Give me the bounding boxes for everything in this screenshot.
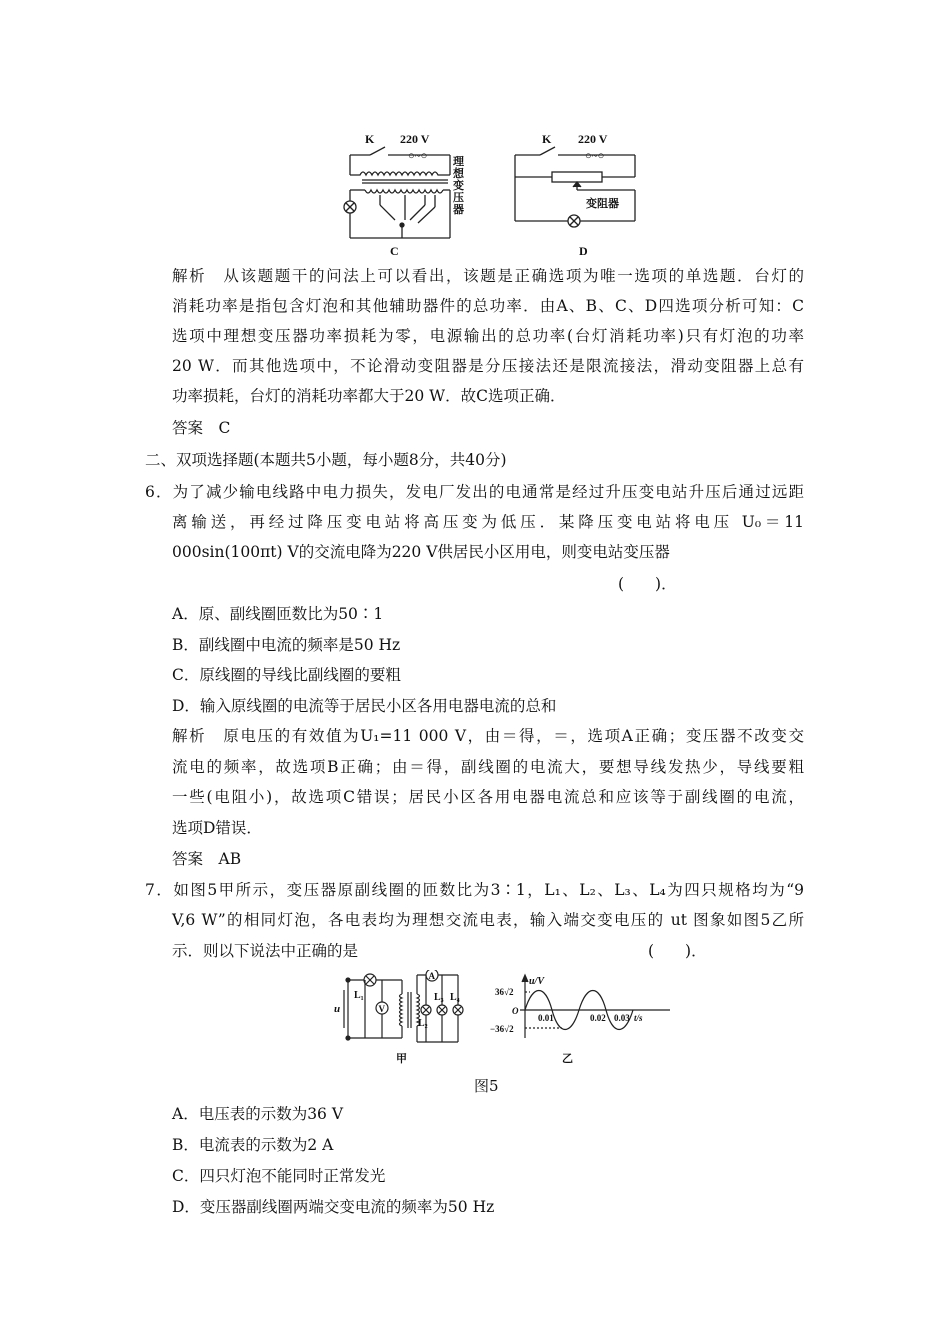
svg-text:变: 变: [453, 180, 464, 192]
c-label: C: [390, 244, 399, 258]
question-7-line: 示．则以下说法中正确的是: [172, 942, 359, 960]
label-yi: 乙: [562, 1053, 573, 1065]
analysis-5-line: 解析 从该题题干的问法上可以看出，该题是正确选项为唯一选项的单选题．台灯的: [172, 267, 804, 285]
label-l4: L₄: [450, 992, 460, 1003]
label-y-axis: u/V: [529, 976, 545, 987]
analysis-5-line: 功率损耗，台灯的消耗功率都大于20 W．故C选项正确．: [172, 387, 566, 405]
figure-5-caption: 图5: [474, 1077, 499, 1095]
option-6d: D．输入原线圈的电流等于居民小区各用电器电流的总和: [172, 697, 557, 715]
d-ac-symbol: ○~○: [585, 150, 605, 162]
question-6-line: 离输送，再经过降压变电站将高压变为低压．某降压变电站将电压 U₀＝11: [172, 513, 804, 531]
label-jia: 甲: [396, 1053, 407, 1065]
label-t2: 0.02: [590, 1013, 606, 1023]
question-7-line: V,6 W”的相同灯泡，各电表均为理想交流电表，输入端交变电压的 ut 图象如图5乙所: [172, 911, 804, 929]
answer-blank-6: ( )．: [618, 575, 677, 593]
answer-5: 答案 C: [172, 419, 231, 437]
c-ac-symbol: ○~○: [408, 150, 428, 162]
option-7a: A．电压表的示数为36 V: [172, 1105, 344, 1123]
svg-text:理: 理: [453, 156, 464, 168]
analysis-6-line: 流电的频率，故选项B正确；由＝得，副线圈的电流大，要想导线发热少，导线要粗: [172, 758, 804, 776]
analysis-5-line: 消耗功率是指包含灯泡和其他辅助器件的总功率．由A、B、C、D四选项分析可知：C: [172, 297, 804, 315]
label-l2: L₂: [418, 1018, 428, 1029]
option-6b: B．副线圈中电流的频率是50 Hz: [172, 636, 401, 654]
option-7d: D．变压器副线圈两端交变电流的频率为50 Hz: [172, 1198, 495, 1216]
answer-6: 答案 AB: [172, 850, 242, 868]
analysis-6-line: 一些(电阻小)，故选项C错误；居民小区各用电器电流总和应该等于副线圈的电流，: [172, 788, 804, 806]
circuit-c: [344, 147, 450, 238]
option-6a: A．原、副线圈匝数比为50∶1: [172, 605, 384, 623]
analysis-6-line: 选项D错误．: [172, 819, 262, 837]
question-7-line: 7．如图5甲所示，变压器原副线圈的匝数比为3∶1，L₁、L₂、L₃、L₄为四只规格均为“9: [145, 881, 804, 899]
svg-text:想: 想: [453, 168, 464, 180]
label-l3: L₃: [434, 992, 444, 1003]
ammeter-symbol: A: [428, 971, 435, 981]
label-t3: 0.03: [614, 1013, 630, 1023]
option-7c: C．四只灯泡不能同时正常发光: [172, 1167, 386, 1185]
c-switch-label: K: [365, 132, 375, 146]
c-transformer-text: [452, 155, 465, 216]
answer-blank-7: ( )．: [648, 942, 707, 960]
svg-text:压: 压: [453, 192, 464, 204]
c-voltage-label: 220 V: [400, 132, 430, 146]
label-y-bottom: −36√2: [490, 1024, 514, 1034]
label-l1: L₁: [354, 990, 364, 1001]
section-2-heading: 二、双项选择题(本题共5小题，每小题8分，共40分): [145, 451, 507, 469]
d-label: D: [579, 244, 588, 258]
d-switch-label: K: [542, 132, 552, 146]
analysis-5-line: 20 W．而其他选项中，不论滑动变阻器是分压接法还是限流接法，滑动变阻器上总有: [172, 357, 804, 375]
label-origin: O: [512, 1006, 519, 1016]
svg-text:器: 器: [453, 204, 464, 216]
figure-5: [330, 970, 690, 1070]
label-x-axis: t/s: [634, 1013, 643, 1023]
d-voltage-label: 220 V: [578, 132, 608, 146]
question-6-line: 000sin(100πt) V的交流电降为220 V供居民小区用电，则变电站变压器: [172, 543, 670, 561]
circuit-d: [515, 147, 635, 227]
option-7b: B．电流表的示数为2 A: [172, 1136, 334, 1154]
question-6-line: 6．为了减少输电线路中电力损失，发电厂发出的电通常是经过升压变电站升压后通过远距: [145, 483, 804, 501]
label-u: u: [334, 1003, 341, 1015]
option-6c: C．原线圈的导线比副线圈的要粗: [172, 666, 401, 684]
d-rheostat-label: 变阻器: [586, 198, 619, 210]
label-y-top: 36√2: [495, 987, 514, 997]
analysis-6-line: 解析 原电压的有效值为U₁=11 000 V，由＝得，＝，选项A正确；变压器不改变交: [172, 727, 804, 745]
circuit-jia: [344, 970, 463, 1042]
analysis-5-line: 选项中理想变压器功率损耗为零，电源输出的总功率(台灯消耗功率)只有灯泡的功率: [172, 327, 804, 345]
label-t1: 0.01: [538, 1013, 554, 1023]
voltmeter-symbol: V: [378, 1004, 385, 1014]
circuit-figure-cd: [340, 125, 640, 260]
